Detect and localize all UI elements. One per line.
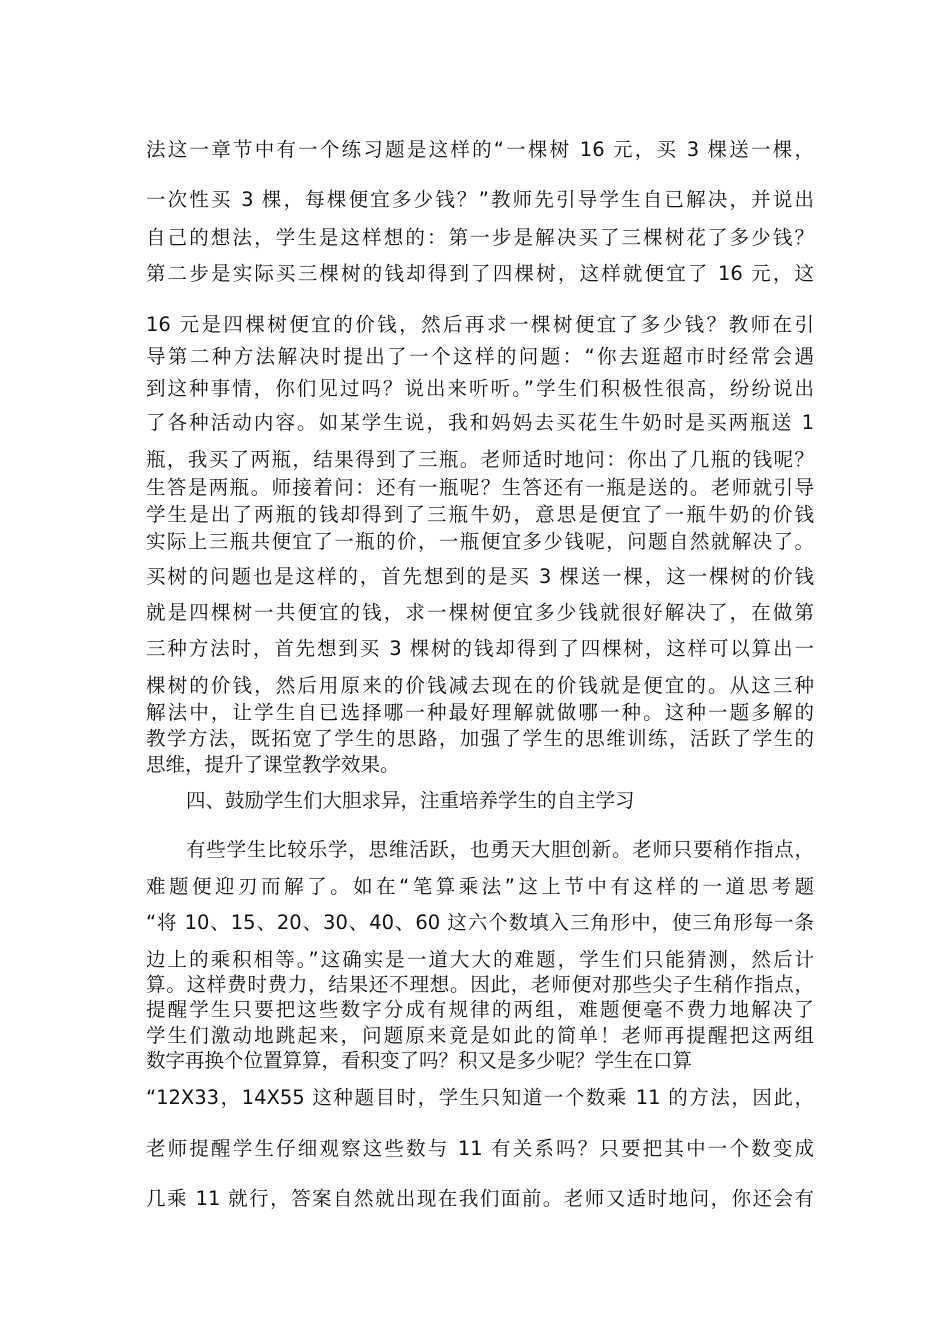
text-line: 棵树的价钱，然后用原来的价钱减去现在的价钱就是便宜的。从这三种 [146,674,814,697]
text-line: 思维，提升了课堂教学效果。 [146,753,400,776]
text-line: 解法中，让学生自已选择哪一种最好理解就做哪一种。这种一题多解的 [146,701,814,724]
text-line: 瓶，我买了两瓶，结果得到了三瓶。老师适时地问：你出了几瓶的钱呢？ [146,448,814,471]
section-heading: 四、鼓励学生们大胆求异，注重培养学生的自主学习 [186,789,635,812]
text-line: 法这一章节中有一个练习题是这样的“一棵树 16 元，买 3 棵送一棵， [146,138,814,161]
text-line: 提醒学生只要把这些数字分成有规律的两组，难题便毫不费力地解决了 [146,998,814,1021]
text-line: 实际上三瓶共便宜了一瓶的价，一瓶便宜多少钱呢，问题自然就解决了。 [146,530,814,553]
text-line: 买树的问题也是这样的，首先想到的是买 3 棵送一棵，这一棵树的价钱 [146,565,814,588]
text-line: 教学方法，既拓宽了学生的思路，加强了学生的思维训练，活跃了学生的 [146,727,814,750]
text-line: 第二步是实际买三棵树的钱却得到了四棵树，这样就便宜了 16 元，这 [146,262,814,285]
text-line: 边上的乘积相等。”这确实是一道大大的难题，学生们只能猜测，然后计 [146,948,814,971]
text-line: 算。这样费时费力，结果还不理想。因此，老师便对那些尖子生稍作指点， [146,973,814,996]
text-line: 有些学生比较乐学，思维活跃，也勇天大胆创新。老师只要稍作指点， [186,838,814,861]
text-line: 几乘 11 就行，答案自然就出现在我们面前。老师又适时地问，你还会有 [146,1187,814,1210]
text-line: 学生是出了两瓶的钱却得到了三瓶牛奶，意思是便宜了一瓶牛奶的价钱 [146,503,814,526]
text-line: 到这种事情，你们见过吗？说出来听听。”学生们积极性很高，纷纷说出 [146,377,814,400]
text-line: 生答是两瓶。师接着问：还有一瓶呢？生答还有一瓶是送的。老师就引导 [146,476,814,499]
text-line: 了各种活动内容。如某学生说，我和妈妈去买花生牛奶时是买两瓶送 1 [146,411,814,434]
text-line: 导第二种方法解决时提出了一个这样的问题：“你去逛超市时经常会遇 [146,345,814,368]
text-line: “12X33，14X55 这种题目时，学生只知道一个数乘 11 的方法，因此， [146,1086,814,1109]
text-line: 数字再换个位置算算，看积变了吗？积又是多少呢？学生在口算 [146,1049,693,1072]
text-line: 就是四棵树一共便宜的钱，求一棵树便宜多少钱就很好解决了，在做第 [146,601,814,624]
text-line: 16 元是四棵树便宜的价钱，然后再求一棵树便宜了多少钱？教师在引 [146,313,814,336]
text-line: 一次性买 3 棵，每棵便宜多少钱？”教师先引导学生自已解决，并说出 [146,188,814,211]
text-line: “将 10、15、20、30、40、60 这六个数填入三角形中，使三角形每一条 [146,911,814,934]
text-line: 老师提醒学生仔细观察这些数与 11 有关系吗？只要把其中一个数变成 [146,1137,814,1160]
text-line: 难题便迎刃而解了。如在“笔算乘法”这上节中有这样的一道思考题 [146,875,814,898]
text-line: 学生们激动地跳起来，问题原来竟是如此的简单！老师再提醒把这两组 [146,1024,814,1047]
text-line: 自己的想法，学生是这样想的：第一步是解决买了三棵树花了多少钱？ [146,226,814,249]
text-line: 三种方法时，首先想到买 3 棵树的钱却得到了四棵树，这样可以算出一 [146,637,814,660]
